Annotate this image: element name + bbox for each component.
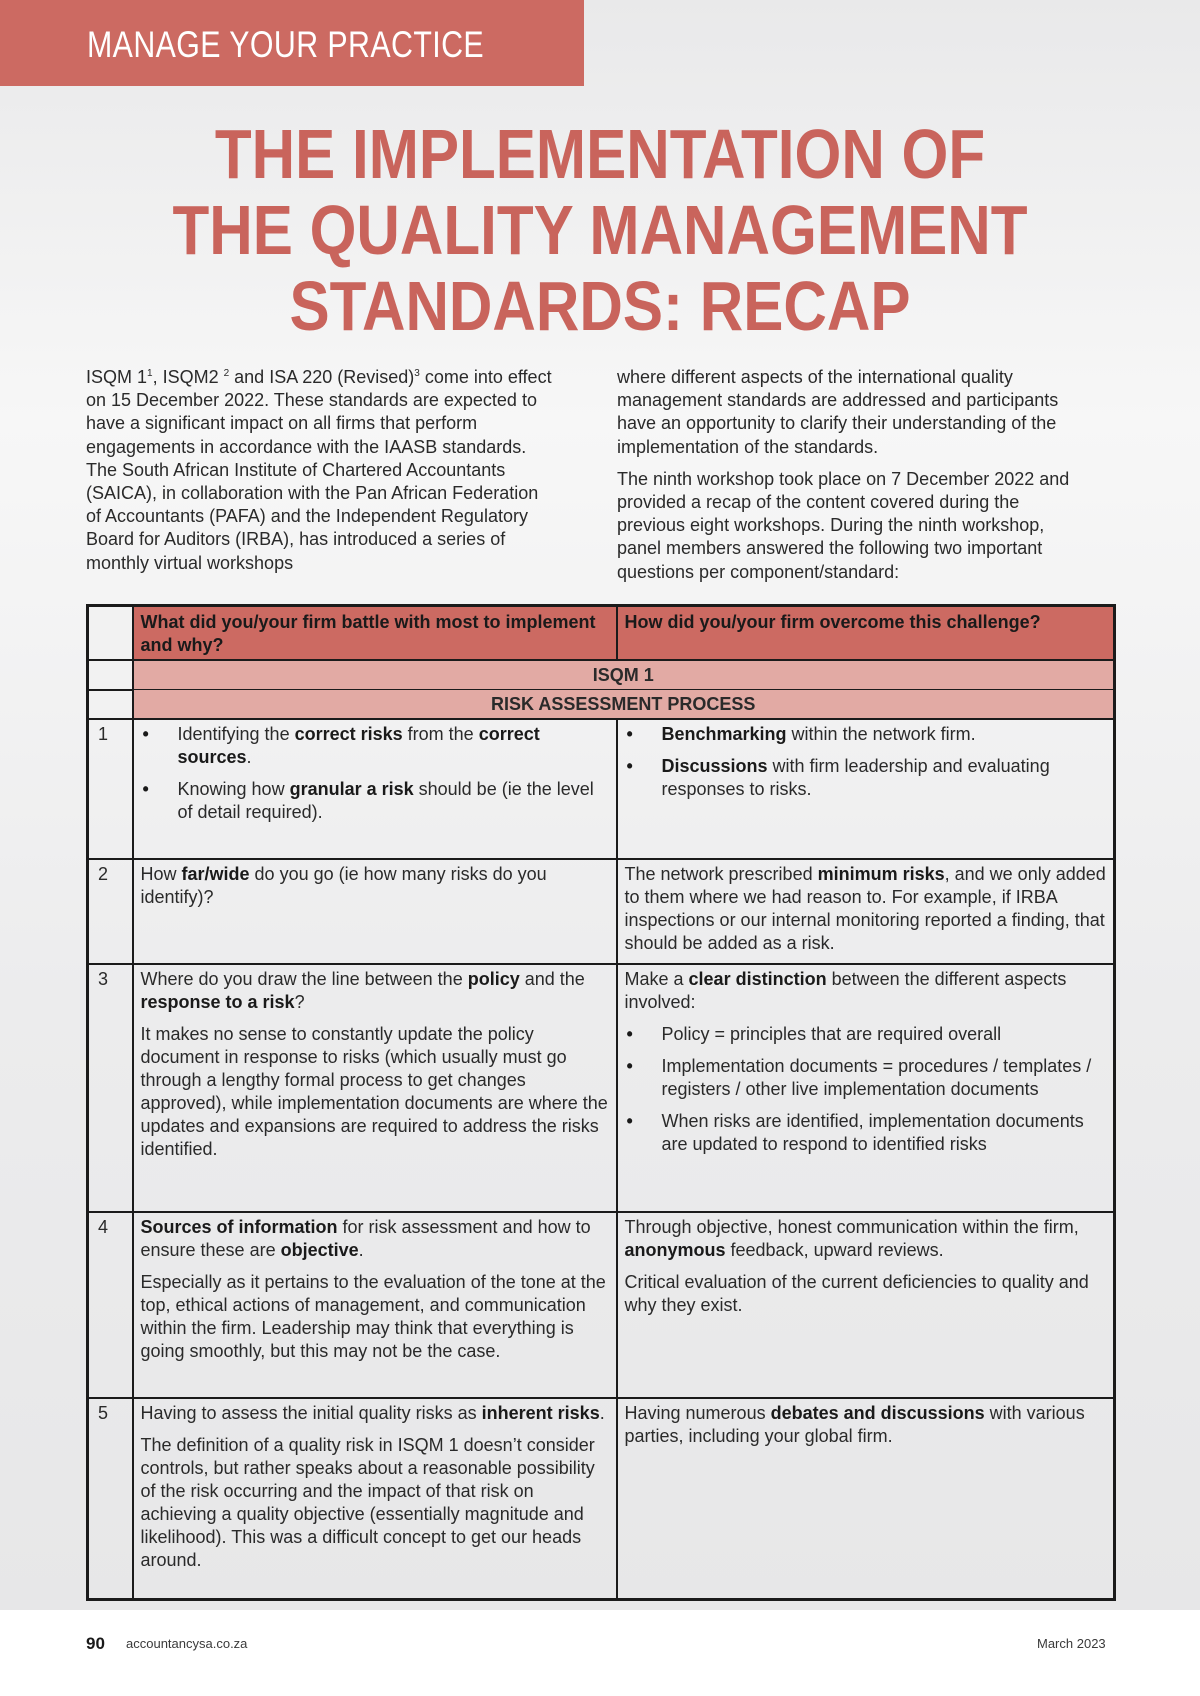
cell-paragraph [141,863,609,909]
title-line: STANDARDS: RECAP [289,267,911,345]
cell-text: Having numerous [624,1403,771,1423]
article-title [0,116,1200,344]
intro-text: , ISQM2 [152,367,224,387]
band-number-cell [88,660,133,690]
bullet-item [625,1110,1107,1156]
emphasis-text: minimum risks [817,864,945,884]
emphasis-text: correct risks [294,724,403,744]
row-number: 3 [88,964,133,1212]
emphasis-text: correct sources [177,724,540,767]
answer-header: How did you/your firm overcome this challenge? [617,606,1115,661]
cell-text: Knowing how [177,779,290,799]
emphasis-text: clear distinction [688,969,827,989]
challenge-cell [133,964,617,1212]
cell-paragraph [625,1271,1107,1317]
cell-text: Having to assess the initial quality risks as [140,1403,482,1423]
cell-text: Implementation documents = procedures / templates / registers / other live implementation documents [661,1056,1092,1099]
title-line: THE IMPLEMENTATION OF [214,115,986,193]
issue-date: March 2023 [1037,1636,1106,1651]
intro-column-right [617,366,1087,593]
emphasis-text: Benchmarking [661,724,787,744]
cell-text: do you go (ie how many risks do you identify)? [140,864,547,907]
solution-cell [617,1398,1115,1599]
qa-table [86,604,1116,1601]
bullet-item [625,1055,1107,1101]
cell-text: . [358,1240,364,1260]
footnote-ref: 2 [223,368,230,379]
bullet-item [625,755,1107,801]
component-label: RISK ASSESSMENT PROCESS [133,690,1115,720]
emphasis-text: debates and discussions [770,1403,985,1423]
challenge-cell [133,1212,617,1398]
cell-text: The definition of a quality risk in ISQM 1 doesn’t consider controls, but rather speaks about a reasonable possibility of the risk occurring and the impact of that risk on achieving a quality objective (essentially magnitude and likelihood). This was a difficult concept to get our heads around. [140,1435,595,1570]
cell-text: and the [519,969,585,989]
table-row [88,964,1115,1212]
cell-text: . [599,1403,605,1423]
intro-text: ISQM 1 [86,367,148,387]
solution-cell [617,1212,1115,1398]
cell-text: should be (ie the level of detail required). [177,779,594,822]
page-number: 90 [86,1634,105,1653]
cell-paragraph [141,1402,609,1425]
cell-paragraph [141,1434,609,1572]
solution-cell [617,859,1115,964]
emphasis-text: Discussions [661,756,768,776]
table-header-row [88,606,1115,661]
challenge-cell [133,719,617,859]
emphasis-text: objective [280,1240,359,1260]
standard-band-row [88,660,1115,690]
title-line: THE QUALITY MANAGEMENT [172,191,1028,269]
emphasis-text: inherent risks [481,1403,600,1423]
component-band-row [88,690,1115,720]
bullet-item [625,1023,1107,1046]
intro-column-left [86,362,556,584]
cell-text: between the different aspects involved: [624,969,1067,1012]
bullet-list [625,723,1107,801]
emphasis-text: response to a risk [140,992,295,1012]
cell-text: How [140,864,182,884]
number-header-cell [88,606,133,661]
table-row [88,719,1115,859]
cell-text: Make a [624,969,689,989]
row-number: 4 [88,1212,133,1398]
cell-text: It makes no sense to constantly update the policy document in response to risks (which usually must go through a lengthy formal process to get changes approved), while implementation documents are where the updates and expansions are required to address the risks identified. [140,1024,608,1159]
cell-paragraph [625,863,1107,955]
cell-paragraph [141,1271,609,1363]
row-number: 1 [88,719,133,859]
cell-paragraph [625,1216,1107,1262]
cell-text: Identifying the [177,724,295,744]
cell-text: Policy = principles that are required overall [661,1024,1002,1044]
standard-label: ISQM 1 [133,660,1115,690]
cell-text: , and we only added to them where we had reason to. For example, if IRBA inspections or our internal monitoring reported a finding, that should be added as a risk. [624,864,1106,953]
footnote-ref: 3 [414,368,420,379]
row-number: 2 [88,859,133,964]
table-row [88,1398,1115,1599]
cell-text: with firm leadership and evaluating responses to risks. [661,756,1050,799]
cell-text: The network prescribed [624,864,818,884]
cell-text: with various parties, including your global firm. [624,1403,1085,1446]
challenge-cell [133,1398,617,1599]
cell-paragraph [141,1216,609,1262]
intro-paragraph [86,362,556,575]
cell-text: ? [294,992,305,1012]
intro-paragraph: The ninth workshop took place on 7 December 2022 and provided a recap of the content covered during the previous eight workshops. During the ninth workshop, panel members answered the following two important questions per component/standard: [617,468,1070,582]
challenge-cell [133,859,617,964]
bullet-item [141,723,609,769]
band-number-cell [88,690,133,720]
question-header: What did you/your firm battle with most to implement and why? [133,606,617,661]
bullet-list [625,1023,1107,1156]
section-banner [0,0,584,86]
intro-text: and ISA 220 (Revised) [229,367,415,387]
solution-cell [617,964,1115,1212]
cell-text: When risks are identified, implementation documents are updated to respond to identified risks [661,1111,1084,1154]
cell-paragraph [625,968,1107,1014]
site-url: accountancysa.co.za [126,1636,248,1651]
cell-text: from the [402,724,479,744]
cell-text: for risk assessment and how to ensure these are [140,1217,591,1260]
cell-paragraph [625,1402,1107,1448]
table-row [88,859,1115,964]
emphasis-text: Sources of information [140,1217,338,1237]
bullet-list [141,723,609,824]
cell-paragraph [141,1023,609,1161]
cell-text: feedback, upward reviews. [725,1240,944,1260]
cell-text: Critical evaluation of the current deficiencies to quality and why they exist. [624,1272,1089,1315]
cell-text: within the network firm. [786,724,976,744]
footnote-ref: 1 [147,368,153,379]
intro-text: come into effect on 15 December 2022. These standards are expected to have a significant impact on all firms that perform engagements in accordance with the IAASB standards. The South African Institute of Chartered Accountants (SAICA), in collaboration with the Pan African Federation of Accountants (PAFA) and the Independent Regulatory Board for Auditors (IRBA), has introduced a series of monthly virtual workshops [86,367,552,573]
solution-cell [617,719,1115,859]
emphasis-text: granular a risk [289,779,414,799]
cell-text: . [246,747,252,767]
cell-paragraph [141,968,609,1014]
emphasis-text: policy [467,969,520,989]
emphasis-text: anonymous [624,1240,726,1260]
cell-text: Especially as it pertains to the evaluation of the tone at the top, ethical actions of management, and communication within the firm. Leadership may think that everything is going smoothly, but this may not be the case. [140,1272,606,1361]
bullet-item [625,723,1107,746]
cell-text: Where do you draw the line between the [140,969,468,989]
intro-paragraph: where different aspects of the international quality management standards are addressed and participants have an opportunity to clarify their understanding of the implementation of the standards. [617,367,1059,457]
bullet-item [141,778,609,824]
row-number: 5 [88,1398,133,1599]
table-row [88,1212,1115,1398]
emphasis-text: far/wide [181,864,250,884]
section-label: MANAGE YOUR PRACTICE [87,24,485,65]
cell-text: Through objective, honest communication within the firm, [624,1217,1079,1237]
